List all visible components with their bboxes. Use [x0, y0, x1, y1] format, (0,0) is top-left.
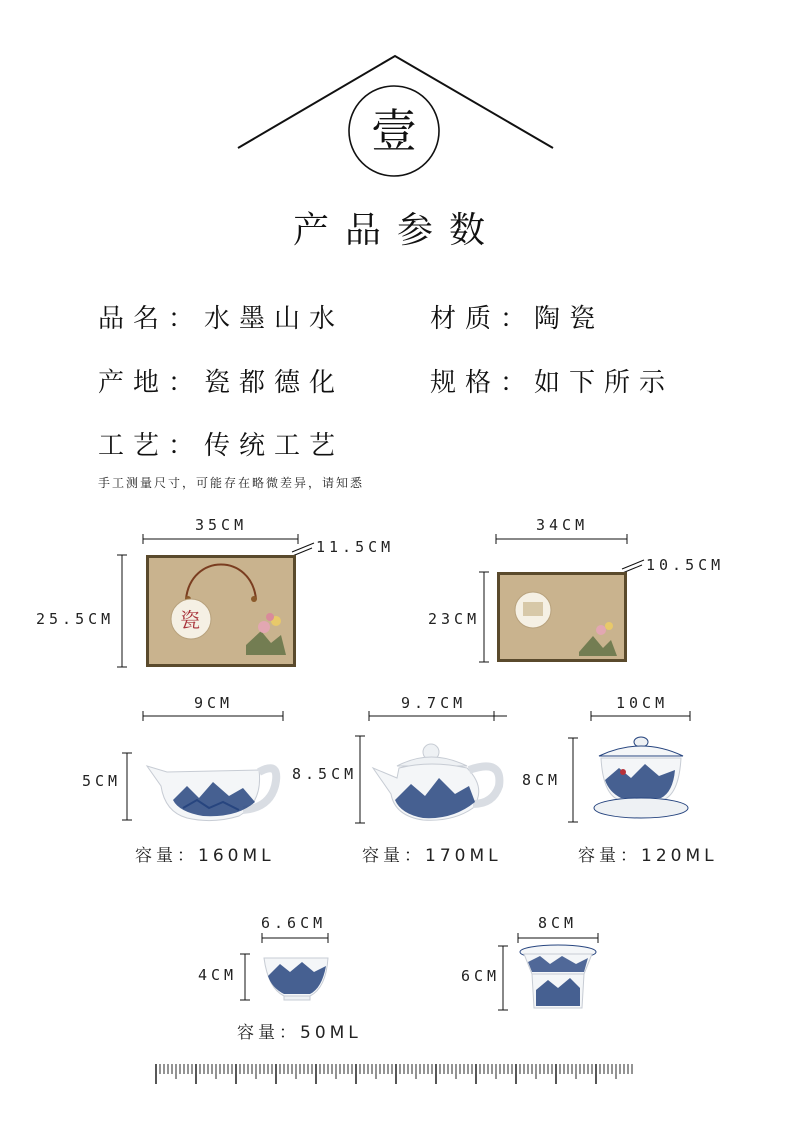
product-name-label: 品名： — [98, 304, 204, 334]
gift-bag-height: 25.5CM — [36, 610, 115, 628]
origin-value: 瓷都德化 — [204, 368, 345, 398]
fair-cup-width: 9CM — [194, 694, 234, 712]
material-label: 材质： — [430, 304, 536, 334]
fair-cup-capacity: 容量：160ML — [135, 846, 275, 866]
gift-bag-depth: 11.5CM — [316, 538, 395, 556]
measurement-note: 手工测量尺寸，可能存在略微差异，请知悉 — [98, 476, 365, 490]
strainer-height: 6CM — [461, 967, 501, 985]
page-title: 产品参数 — [293, 210, 502, 251]
material-value: 陶瓷 — [534, 304, 605, 334]
gaiwan-capacity: 容量：120ML — [578, 846, 718, 866]
gift-box-width: 34CM — [536, 516, 589, 534]
gift-box-depth: 10.5CM — [646, 556, 725, 574]
svg-text:瓷: 瓷 — [180, 608, 200, 632]
teacup-width: 6.6CM — [261, 914, 327, 932]
fair-cup-height: 5CM — [82, 772, 122, 790]
teapot-width: 9.7CM — [401, 694, 467, 712]
gift-box-height: 23CM — [428, 610, 481, 628]
strainer-width: 8CM — [538, 914, 578, 932]
spec-label: 规格： — [430, 368, 536, 398]
gift-bag-width: 35CM — [195, 516, 248, 534]
teapot-capacity: 容量：170ML — [362, 846, 502, 866]
craft-value: 传统工艺 — [204, 431, 345, 461]
spec-value: 如下所示 — [534, 368, 675, 398]
teacup-capacity: 容量：50ML — [237, 1023, 362, 1043]
gaiwan-width: 10CM — [616, 694, 669, 712]
product-name-value: 水墨山水 — [204, 304, 345, 334]
teapot-height: 8.5CM — [292, 765, 358, 783]
badge-character: 壹 — [371, 104, 417, 158]
gaiwan-height: 8CM — [522, 771, 562, 789]
origin-label: 产地： — [98, 368, 204, 398]
teacup-height: 4CM — [198, 966, 238, 984]
craft-label: 工艺： — [98, 431, 204, 461]
